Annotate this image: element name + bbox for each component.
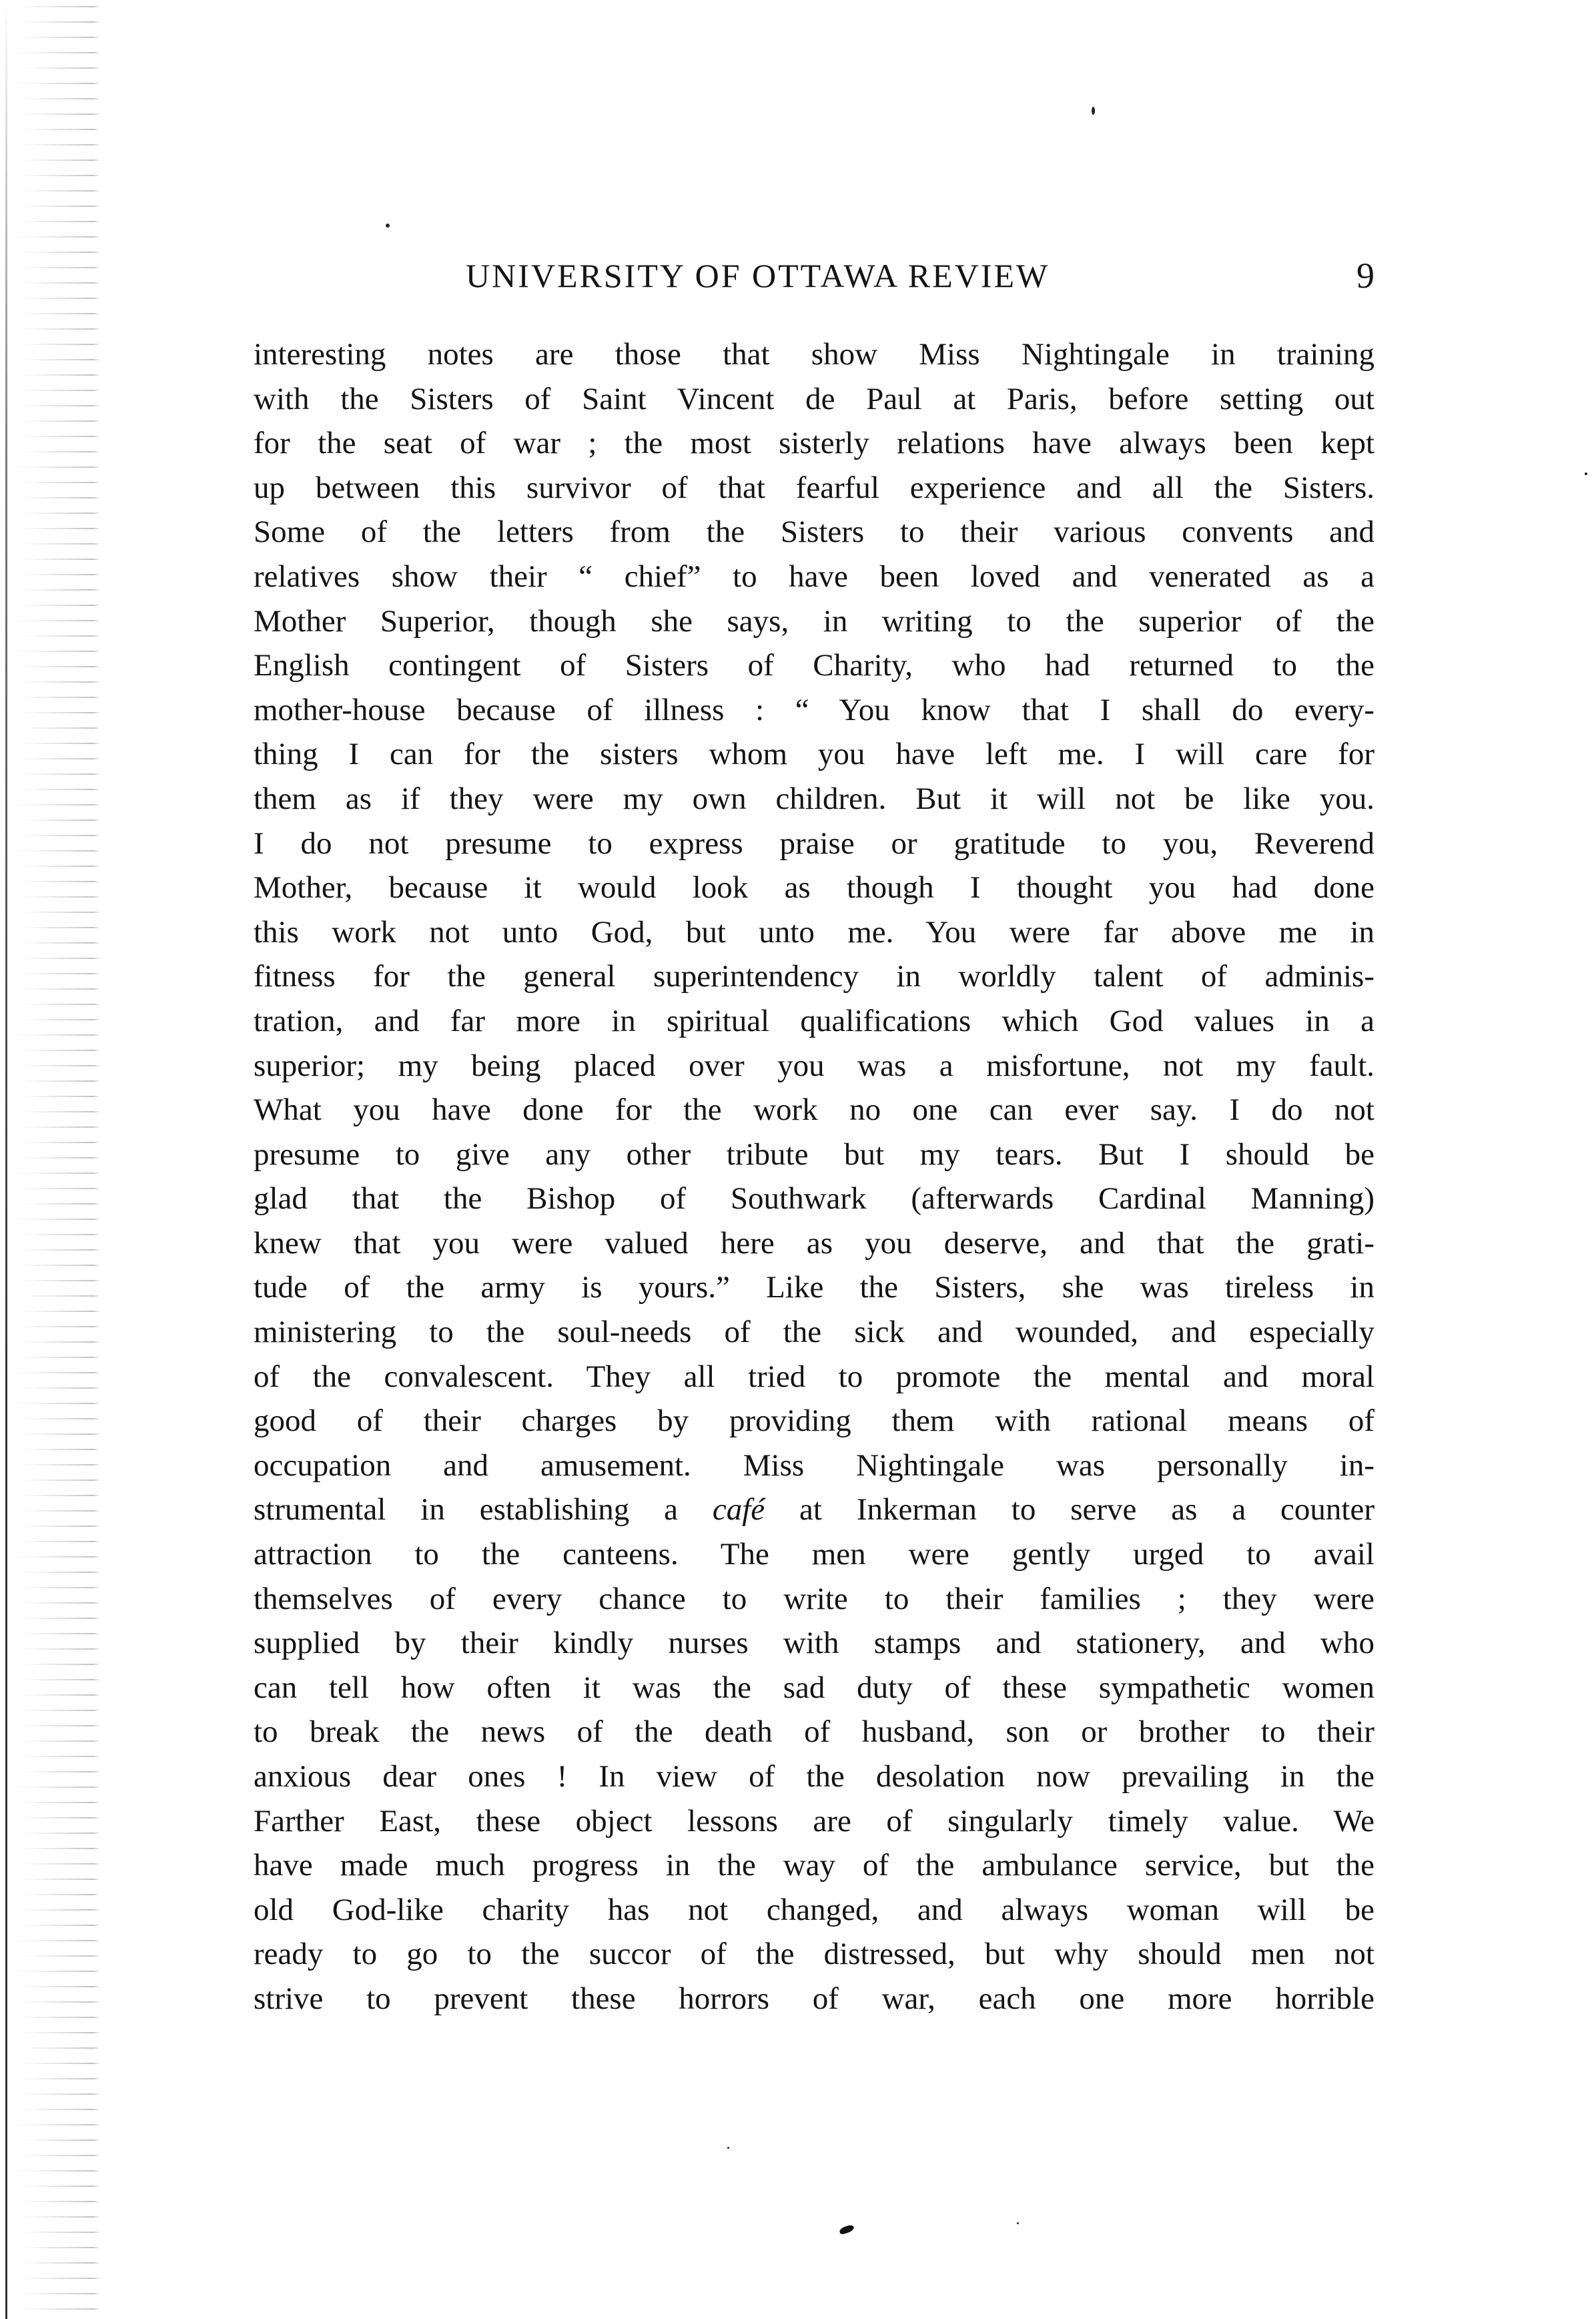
text-line: strive to prevent these horrors of war, each one more horrible	[254, 1981, 1374, 2016]
text-line: thing I can for the sisters whom you have left me. I will care for	[254, 737, 1374, 772]
text-line: with the Sisters of Saint Vincent de Paul at Paris, before setting out	[254, 381, 1374, 416]
scan-speck	[1585, 472, 1587, 475]
text-line: tude of the army is yours.” Like the Sisters, she was tireless in	[254, 1270, 1374, 1305]
text-line: old God-like charity has not changed, and always woman will be	[254, 1892, 1374, 1927]
text-line: relatives show their “ chief” to have been loved and venerated as a	[254, 559, 1374, 594]
text-line: English contingent of Sisters of Charity, who had returned to the	[254, 648, 1374, 683]
text-line: attraction to the canteens. The men were gently urged to avail	[254, 1537, 1374, 1572]
scan-speck	[386, 224, 390, 228]
text-line: occupation and amusement. Miss Nightingale was personally in-	[254, 1447, 1374, 1483]
italic-word: café	[712, 1492, 765, 1528]
running-title: UNIVERSITY OF OTTAWA REVIEW	[466, 257, 1050, 294]
text-line: anxious dear ones ! In view of the desolation now prevailing in the	[254, 1759, 1374, 1794]
text-line: I do not presume to express praise or gratitude to you, Reverend	[254, 825, 1374, 861]
text-line: ready to go to the succor of the distressed, but why should men not	[254, 1937, 1374, 1972]
text-line: tration, and far more in spiritual qualifications which God values in a	[254, 1003, 1374, 1038]
text-line: presume to give any other tribute but my tears. But I should be	[254, 1136, 1374, 1172]
page-number: 9	[1356, 256, 1374, 296]
binding-edge-line	[5, 0, 7, 2319]
text-line: good of their charges by providing them with rational means of	[254, 1403, 1374, 1439]
text-line: Mother, because it would look as though I thought you had done	[254, 870, 1374, 906]
text-line: mother-house because of illness : “ You know that I shall do every-	[254, 692, 1374, 727]
text-line: Mother Superior, though she says, in writing to the superior of the	[254, 603, 1374, 639]
text-line: this work not unto God, but unto me. You were far above me in	[254, 914, 1374, 950]
text-line: What you have done for the work no one can ever say. I do not	[254, 1092, 1374, 1128]
text-line: superior; my being placed over you was a misfortune, not my fault.	[254, 1048, 1374, 1083]
binding-edge-shadow	[0, 0, 100, 2319]
text-line: Farther East, these object lessons are of singularly timely value. We	[254, 1803, 1374, 1839]
text-line: interesting notes are those that show Miss Nightingale in training	[254, 337, 1374, 372]
text-line: have made much progress in the way of the ambulance service, but the	[254, 1848, 1374, 1883]
text-line: ministering to the soul-needs of the sick and wounded, and especially	[254, 1315, 1374, 1350]
text-line: Some of the letters from the Sisters to their various convents and	[254, 515, 1374, 550]
text-line: fitness for the general superintendency in worldly talent of adminis-	[254, 959, 1374, 994]
scan-speck	[1017, 2222, 1019, 2224]
text-line: for the seat of war ; the most sisterly relations have always been kept	[254, 426, 1374, 461]
text-line: strumental in establishing a café at Inkerman to serve as a counter	[254, 1492, 1374, 1528]
text-line: can tell how often it was the sad duty of these sympathetic women	[254, 1670, 1374, 1705]
text-line: knew that you were valued here as you deserve, and that the grati-	[254, 1225, 1374, 1261]
text-line: of the convalescent. They all tried to promote the mental and moral	[254, 1359, 1374, 1394]
text-line: supplied by their kindly nurses with stamps and stationery, and who	[254, 1626, 1374, 1661]
text-line: up between this survivor of that fearful experience and all the Sisters.	[254, 470, 1374, 505]
scan-speck	[727, 2147, 729, 2149]
running-header	[254, 252, 1374, 299]
body-text	[254, 332, 1374, 2021]
text-line: themselves of every chance to write to their families ; they were	[254, 1581, 1374, 1616]
scan-speck	[1092, 107, 1095, 115]
ink-smudge	[839, 2224, 855, 2235]
text-line: to break the news of the death of husband, son or brother to their	[254, 1714, 1374, 1750]
text-line: glad that the Bishop of Southwark (afterwards Cardinal Manning)	[254, 1181, 1374, 1217]
text-line: them as if they were my own children. But it will not be like you.	[254, 781, 1374, 816]
